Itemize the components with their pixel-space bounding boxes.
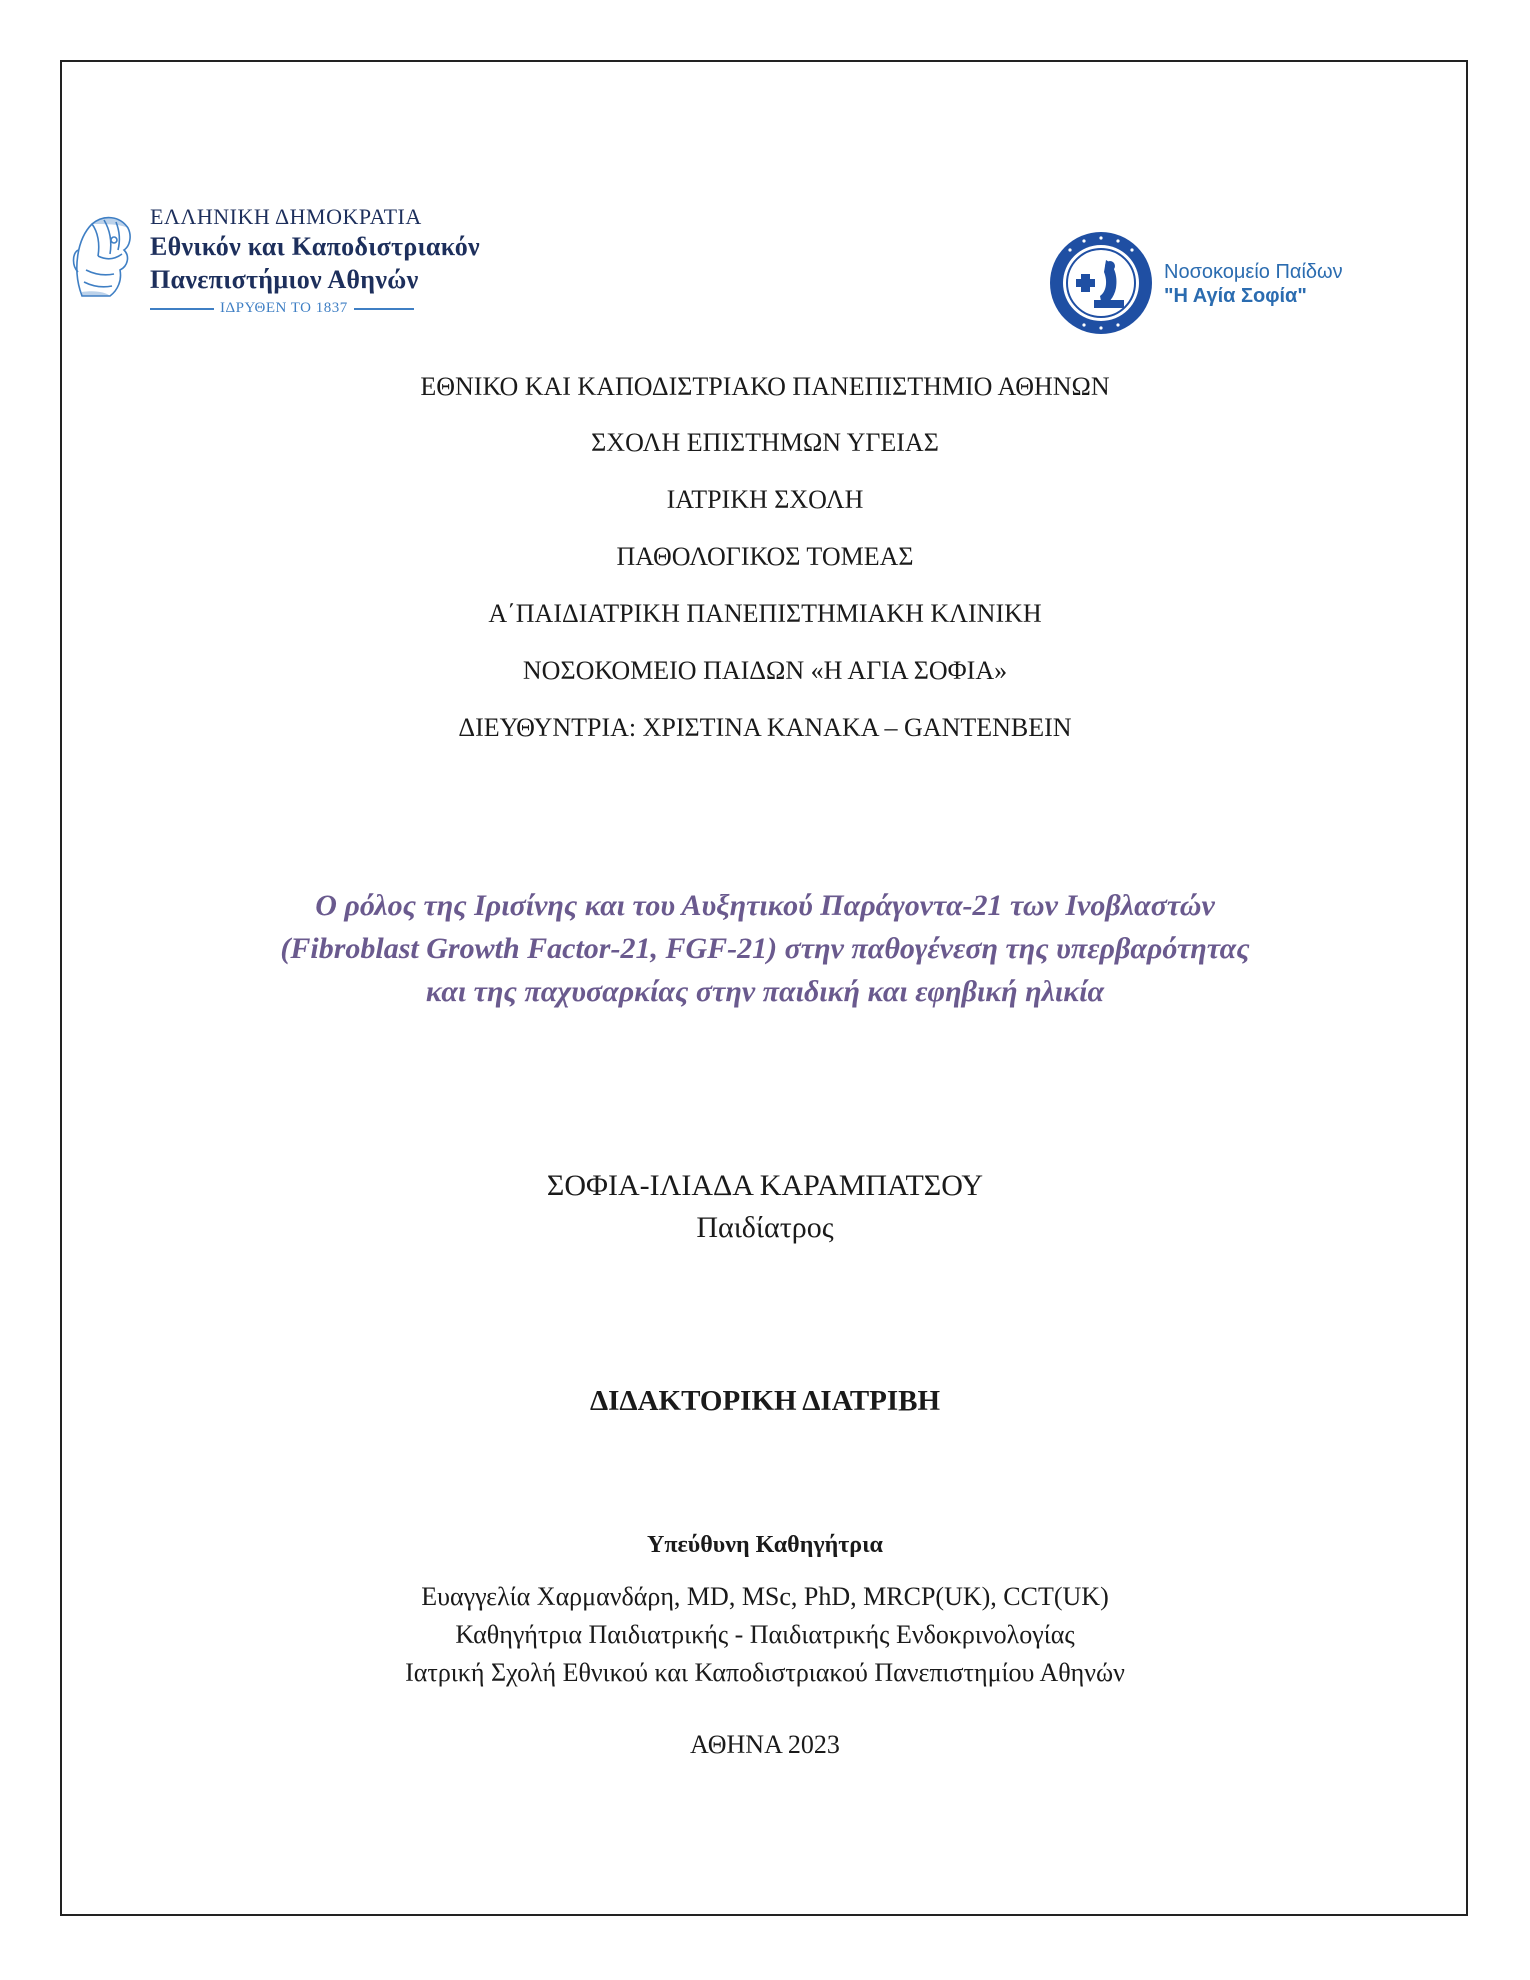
founded-text: ΙΔΡΥΘΕΝ ΤΟ 1837: [220, 300, 348, 316]
author-role: Παιδίατρος: [696, 1211, 834, 1244]
hospital-subtitle: "Η Αγία Σοφία": [1164, 285, 1307, 307]
supervisor-affiliation: Ιατρική Σχολή Εθνικού και Καποδιστριακού Πανεπιστημίου Αθηνών: [405, 1658, 1125, 1687]
supervisor-name: Ευαγγελία Χαρμανδάρη, MD, MSc, PhD, MRCP(UK), CCT(UK): [421, 1582, 1109, 1611]
supervisor-heading: Υπεύθυνη Καθηγήτρια: [647, 1532, 883, 1558]
document-type: ΔΙΔΑΚΤΟΡΙΚΗ ΔΙΑΤΡΙΒΗ: [589, 1385, 941, 1417]
institution-director: ΔΙΕΥΘΥΝΤΡΙΑ: ΧΡΙΣΤΙΝΑ ΚΑΝΑΚΑ – GANTENBEIN: [458, 713, 1072, 742]
university-logo: [70, 200, 540, 330]
university-founded: [150, 300, 550, 317]
hospital-logo: [1048, 230, 1348, 340]
institution-school: ΣΧΟΛΗ ΕΠΙΣΤΗΜΩΝ ΥΓΕΙΑΣ: [591, 428, 939, 457]
founded-rule-left: [150, 308, 214, 310]
institution-clinic: Α΄ΠΑΙΔΙΑΤΡΙΚΗ ΠΑΝΕΠΙΣΤΗΜΙΑΚΗ ΚΛΙΝΙΚΗ: [488, 599, 1042, 628]
founded-rule-right: [354, 308, 414, 310]
thesis-title-line-3: και της παχυσαρκίας στην παιδική και εφηβική ηλικία: [425, 975, 1105, 1008]
institution-university: ΕΘΝΙΚΟ ΚΑΙ ΚΑΠΟΔΙΣΤΡΙΑΚΟ ΠΑΝΕΠΙΣΤΗΜΙΟ ΑΘΗΝΩΝ: [420, 372, 1110, 401]
thesis-title: [120, 884, 1410, 1013]
hospital-seal-icon: [1048, 230, 1154, 336]
institution-faculty: ΙΑΤΡΙΚΗ ΣΧΟΛΗ: [666, 485, 864, 514]
university-line-name-1: Εθνικόν και Καποδιστριακόν: [150, 232, 480, 261]
university-line-name-2: Πανεπιστήμιον Αθηνών: [150, 265, 419, 294]
university-line-republic: ΕΛΛΗΝΙΚΗ ΔΗΜΟΚΡΑΤΙΑ: [150, 204, 422, 229]
institution-hospital: ΝΟΣΟΚΟΜΕΙΟ ΠΑΙΔΩΝ «Η ΑΓΙΑ ΣΟΦΙΑ»: [522, 656, 1008, 685]
thesis-title-line-2: (Fibroblast Growth Factor-21, FGF-21) στην παθογένεση της υπερβαρότητας: [280, 932, 1250, 965]
hospital-name: Νοσοκομείο Παίδων: [1164, 261, 1343, 283]
institution-department: ΠΑΘΟΛΟΓΙΚΟΣ ΤΟΜΕΑΣ: [616, 542, 914, 571]
author-name: ΣΟΦΙΑ-ΙΛΙΑΔΑ ΚΑΡΑΜΠΑΤΣΟΥ: [546, 1169, 984, 1202]
athena-emblem-icon: [70, 210, 136, 306]
supervisor-title: Καθηγήτρια Παιδιατρικής - Παιδιατρικής Ενδοκρινολογίας: [455, 1620, 1075, 1649]
place-year: ΑΘΗΝΑ 2023: [690, 1730, 840, 1759]
thesis-title-line-1: Ο ρόλος της Ιρισίνης και του Αυξητικού Παράγοντα-21 των Ινοβλαστών: [315, 889, 1215, 922]
